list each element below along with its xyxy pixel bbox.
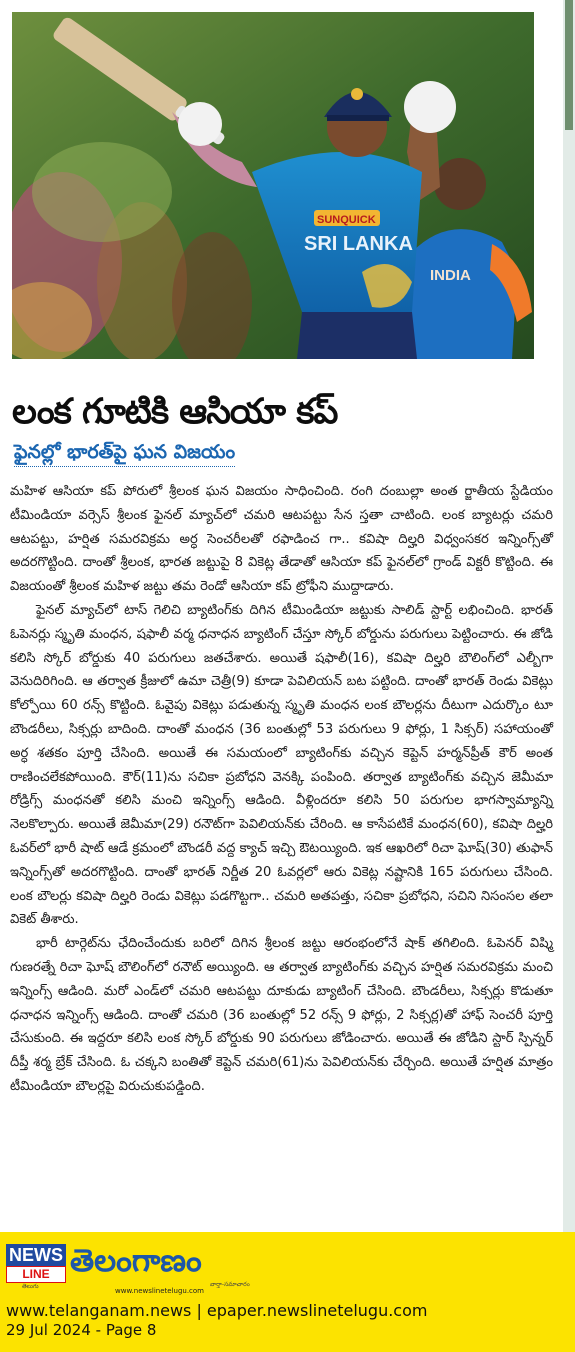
logo-small-text: తెలుగు <box>22 1283 39 1290</box>
india-jersey-text: INDIA <box>430 267 471 284</box>
article-paragraph: ఫైనల్ మ్యాచ్‌లో టాస్ గెలిచి బ్యాటింగ్‌కు దిగిన టీమిండియా జట్టుకు సాలిడ్ స్టార్ట్ లభించింది. భారత్ ఓపెనర్లు స్మృతి మంధన, షఫాలీ వర్మ ధనాధన బ్యాటింగ్ చేస్తూ స్కోర్ బోర్డును పరుగులు పెట్టించారు. ఈ జోడి కలిసి స్కోర్ బోర్డుకు 40 పరుగులు జతచేశారు. అయితే షఫాలీ(16), కవిషా దిల్హరి బౌలింగ్‌లో ఎల్బీగా వెనుదిరిగింది. ఆ తర్వాత క్రీజులో ఉమా చెత్రీ(9) కూడా పెవిలియన్ బట పట్టింది. దాంతో భారత్ రెండు వికెట్లు కోల్పోయి 60 రన్స్ కొట్టింది. ఓవైపు వికెట్లు పడుతున్న స్మృతి మంధన లంక బౌలర్లను దీటుగా ఎదుర్కొం టూ బౌండరీలు, సిక్సర్లు బాదింది. దాంతో మంధన (36 బంతుల్లో 53 పరుగులు 9 ఫోర్లు, 1 సిక్సర్) సహాయంతో అర్ధ శతకం పూర్తి చేసింది. అయితే ఈ సమయంలో బ్యాటింగ్‌కు వచ్చిన కెప్టెన్ హర్మన్‌ప్రీత్ కౌర్ అంత రాణించలేకపోయింది. కౌర్(11)ను సచికా ప్రబోధని వెనక్కి పంపింది. తర్వాత బ్యాటింగ్‌కు వచ్చిన జెమీమా రోడ్రిగ్స్ మంధనతో కలిసి మంచి ఇన్నింగ్స్ ఆడింది. వీళ్లిందరూ కలిసి 50 పరుగుల భాగస్వామ్యాన్ని నెలకొల్పారు. అయితే జెమీమా(29) రనౌట్‌గా పెవిలియన్‌కు చేరింది. ఆ కాసేపటికే మంధన(60), కవిషా దిల్హరి ఓవర్‌లో భారీ షాట్ ఆడే క్రమంలో బౌండరీ వద్ద క్యాచ్ ఇచ్చి ఔటయ్యింది. ఇక ఆఖరిలో రిచా ఘోష్(30) తుఫాన్ ఇన్నింగ్స్‌తో అదరగొట్టింది. దాంతో భారత్ నిర్ణీత 20 ఓవర్లలో ఆరు వికెట్ల నష్టానికి 165 పరుగులు చేసింది. లంక బౌలర్లు కవిషా దిల్హరి రెండు వికెట్లు పడగొట్టగా.. చమరి అతపత్తు, సచికా ప్రబోధని, సచిని నిసంసల తలా వికెట్ తీశారు. <box>10 602 553 928</box>
logo-news-text: NEWS <box>6 1244 66 1266</box>
brand-tagline: వార్తా-సమాచారం <box>210 1281 250 1288</box>
jersey-country-text: SRI LANKA <box>304 233 413 255</box>
site-url-small[interactable]: www.newslinetelugu.com <box>115 1287 204 1295</box>
article-paragraph: భారీ టార్గెట్‌ను ఛేదించేందుకు బరిలో దిగిన శ్రీలంక జట్టు ఆరంభంలోనే షాక్ తగిలింది. ఓపెనర్ విష్మి గుణరత్నే రిచా ఘోష్ బౌలింగ్‌లో రనౌట్ అయ్యింది. ఆ తర్వాత బ్యాటింగ్‌కు వచ్చిన హర్షిత సమరవిక్రమ మంచి ఇన్నింగ్స్ ఆడింది. మరో ఎండ్‌లో చమరి ఆటపట్టు దూకుడు బ్యాటింగ్ చేసింది. బౌండరీలు, సిక్సర్లు కొడుతూ ధనాధన ఇన్నింగ్స్ ఆడింది. దాంతో చమరి (36 బంతుల్లో 52 రన్స్ 9 ఫోర్లు, 2 సిక్సర్ల)తో హాఫ్ సెంచరీ పూర్తి చేసుకుంది. ఈ ఇద్దరూ కలిసి లంక స్కోర్ బోర్డుకు 90 పరుగులు జోడించారు. అయితే ఈ జోడిని స్టార్ స్పిన్నర్ దీప్తీ శర్మ బ్రేక్ చేసింది. ఓ చక్కని బంతితో కెప్టెన్ చమరి(61)ను పెవిలియన్‌కు చేర్చింది. అయితే హర్షిత మాత్రం టీమిండియా బౌలర్లపై విరుచుకుపడ్డింది. <box>10 936 553 1094</box>
logo-line-text: LINE <box>6 1266 66 1283</box>
article-paragraph: మహిళ ఆసియా కప్ పోరులో శ్రీలంక ఘన విజయం సాధించింది. రంగి దంబుల్లా అంత ర్జాతీయ స్టేడియం టీమిండియా వర్సెస్ శ్రీలంక ఫైనల్ మ్యాచ్‌లో చమరి ఆటపట్టు సేన స్తతా చాటింది. లంక బ్యాటర్లు చమరి ఆటపట్టు, హర్షిత సమరవిక్రమ అర్ధ సెంచరీలతో రఫాడించ గా.. కవిషా దిల్హరి విధ్వంసకర ఇన్నింగ్స్‌తో అదరగొట్టింది. దాంతో శ్రీలంక, భారత జట్టుపై 8 వికెట్ల తేడాతో ఆసియా కప్ ఫైనల్‌లో గ్రాండ్ విక్టరీ కొట్టింది. ఈ విజయంతో శ్రీలంక మహిళ జట్టు తమ రెండో ఆసియా కప్ ట్రోఫీని ముద్దాడారు. <box>10 484 553 595</box>
page-edge-marker <box>565 0 573 130</box>
jersey-sponsor-text: SUNQUICK <box>317 214 376 226</box>
newsline-logo[interactable] <box>6 1244 66 1286</box>
subheadline: ఫైనల్లో భారత్‌పై ఘన విజయం <box>14 440 235 467</box>
headline: లంక గూటికి ఆసియా కప్ <box>12 392 338 432</box>
page-edge-strip <box>563 0 575 1232</box>
page-date: 29 Jul 2024 - Page 8 <box>6 1321 157 1339</box>
telanganam-brand[interactable]: తెలంగాణం <box>70 1243 202 1279</box>
footer-urls[interactable]: www.telanganam.news | epaper.newslinetelugu.com <box>6 1301 428 1320</box>
cricket-player-photo <box>12 12 534 359</box>
article-body <box>10 480 553 1099</box>
footer-banner <box>0 1232 575 1352</box>
